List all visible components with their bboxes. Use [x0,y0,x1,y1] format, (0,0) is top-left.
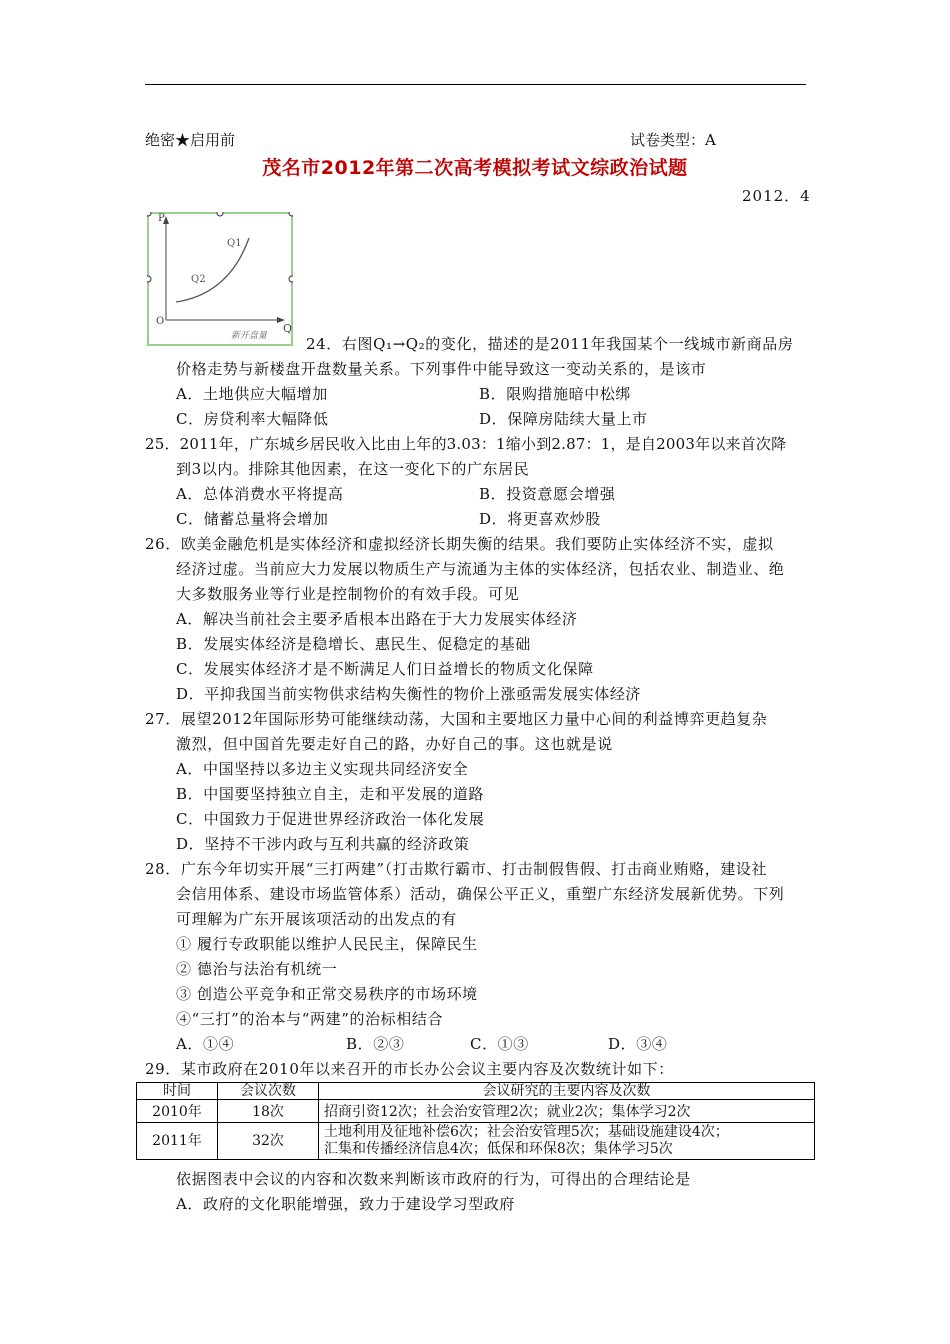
cell-content-line2: 汇集和传播经济信息4次；低保和环保8次；集体学习5次 [324,1141,673,1157]
q26-stem-line3: 大多数服务业等行业是控制物价的有效手段。可见 [176,585,520,603]
q25-option-a: A．总体消费水平将提高 [176,485,344,503]
q27-option-b: B．中国要坚持独立自主，走和平发展的道路 [176,785,485,803]
point-q1-label: Q1 [227,238,242,249]
q26-stem-line2: 经济过虚。当前应大力发展以物质生产与流通为主体的实体经济，包括农业、制造业、绝 [176,560,785,578]
cell-content-line1: 土地利用及征地补偿6次；社会治安管理5次；基础设施建设4次； [324,1124,729,1140]
meeting-stats-table [136,1082,815,1160]
q29-option-a: A．政府的文化职能增强，致力于建设学习型政府 [176,1195,516,1213]
q27-stem-line2: 激烈，但中国首先要走好自己的路，办好自己的事。这也就是说 [176,735,613,753]
col-header-count: 会议次数 [218,1083,319,1100]
price-supply-svg [147,212,293,346]
q28-option-d: D．③④ [608,1035,668,1053]
paper-type-label: 试卷类型：A [630,131,716,149]
cell-year: 2011年 [137,1123,218,1160]
cell-content [319,1123,815,1160]
table-header-row [137,1083,815,1100]
q24-option-d: D．保障房陆续大量上市 [479,410,648,428]
q28-option-b: B．②③ [346,1035,405,1053]
top-rule [145,84,806,85]
point-q2-label: Q2 [191,274,206,285]
resize-handle [147,276,151,282]
q26-stem-line1: 26．欧美金融危机是实体经济和虚拟经济长期失衡的结果。我们要防止实体经济不实，虚拟 [145,535,774,553]
q26-option-a: A．解决当前社会主要矛盾根本出路在于大力发展实体经济 [176,610,578,628]
q25-option-d: D．将更喜欢炒股 [479,510,601,528]
q27-stem-line1: 27．展望2012年国际形势可能继续动荡，大国和主要地区力量中心间的利益博弈更趋复杂 [145,710,768,728]
confidential-label: 绝密★启用前 [145,131,236,149]
q29-after-table: 依据图表中会议的内容和次数来判断该市政府的行为，可得出的合理结论是 [176,1170,691,1188]
q26-option-b: B．发展实体经济是稳增长、惠民生、促稳定的基础 [176,635,531,653]
q27-option-d: D．坚持不干涉内政与互利共赢的经济政策 [176,835,470,853]
cell-content [319,1100,815,1123]
q25-option-c: C．储蓄总量将会增加 [176,510,329,528]
q28-stem-line3: 可理解为广东开展该项活动的出发点的有 [176,910,457,928]
q25-stem-line2: 到3以内。排除其他因素，在这一变化下的广东居民 [176,460,530,478]
q28-option-c: C．①③ [470,1035,529,1053]
cell-content-line1: 招商引资12次；社会治安管理2次；就业2次；集体学习2次 [324,1104,691,1120]
price-supply-figure [147,212,293,346]
x-axis-caption: 新开盘量 [231,331,268,341]
q26-option-d: D．平抑我国当前实物供求结构失衡性的物价上涨亟需发展实体经济 [176,685,642,703]
q27-option-c: C．中国致力于促进世界经济政治一体化发展 [176,810,485,828]
q24-option-a: A．土地供应大幅增加 [176,385,328,403]
q25-option-b: B．投资意愿会增强 [479,485,616,503]
x-axis-label: Q [283,322,293,335]
q28-stem-line2: 会信用体系、建设市场监管体系）活动，确保公平正义，重塑广东经济发展新优势。下列 [176,885,785,903]
q26-option-c: C．发展实体经济才是不断满足人们日益增长的物质文化保障 [176,660,594,678]
figure-frame [148,213,292,345]
col-header-content: 会议研究的主要内容及次数 [319,1083,815,1100]
resize-handle [289,276,293,282]
page-title: 茂名市2012年第二次高考模拟考试文综政治试题 [262,157,688,179]
col-header-time: 时间 [137,1083,218,1100]
cell-year: 2010年 [137,1100,218,1123]
q28-item-2: ② 德治与法治有机统一 [176,960,338,978]
q28-item-1: ① 履行专政职能以维护人民民主，保障民生 [176,935,478,953]
q28-item-4: ④“三打”的治本与“两建”的治标相结合 [176,1010,444,1028]
q28-option-a: A．①④ [176,1035,235,1053]
cell-count: 18次 [218,1100,319,1123]
resize-handle [289,212,293,216]
q28-stem-line1: 28．广东今年切实开展“三打两建”（打击欺行霸市、打击制假售假、打击商业贿赂，建设社 [145,860,768,878]
table-row [137,1123,815,1160]
resize-handle [217,212,223,216]
q24-option-b: B．限购措施暗中松绑 [479,385,632,403]
origin-label: O [156,316,165,327]
q29-stem: 29．某市政府在2010年以来召开的市长办公会议主要内容及次数统计如下： [145,1060,674,1078]
table-row [137,1100,815,1123]
q24-stem-line1: 24．右图Q₁→Q₂的变化，描述的是2011年我国某个一线城市新商品房 [306,335,794,353]
q28-item-3: ③ 创造公平竞争和正常交易秩序的市场环境 [176,985,478,1003]
q27-option-a: A．中国坚持以多边主义实现共同经济安全 [176,760,469,778]
cell-count: 32次 [218,1123,319,1160]
exam-date: 2012．4 [742,187,811,205]
resize-handle [147,212,151,216]
q24-stem-line2: 价格走势与新楼盘开盘数量关系。下列事件中能导致这一变动关系的，是该市 [176,360,707,378]
q25-stem-line1: 25．2011年，广东城乡居民收入比由上年的3.03：1缩小到2.87：1，是自2003年以来首次降 [145,435,787,453]
y-axis-label: P [158,213,165,224]
q24-option-c: C．房贷利率大幅降低 [176,410,329,428]
